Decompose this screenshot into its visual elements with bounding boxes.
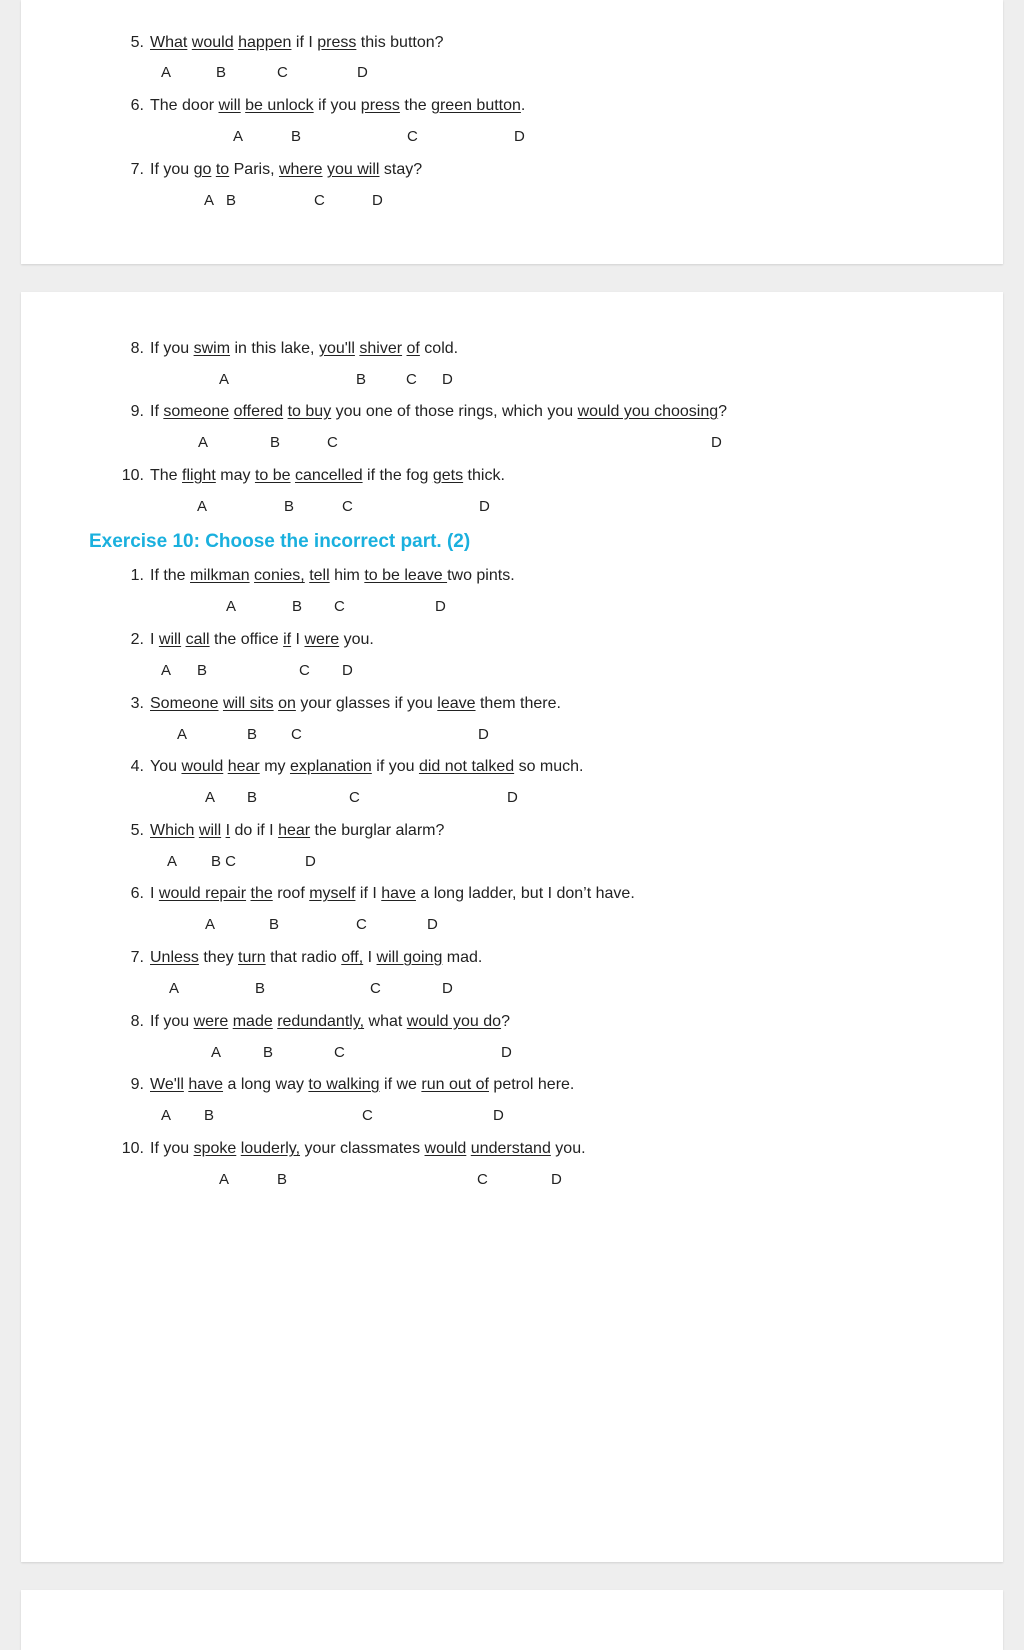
underlined-part: were bbox=[304, 631, 340, 648]
exercise-question-10 bbox=[116, 1139, 586, 1159]
text-part: stay? bbox=[379, 161, 423, 178]
option-letter: B bbox=[292, 598, 303, 615]
text-part: the bbox=[399, 97, 432, 114]
text-part: if I bbox=[355, 885, 382, 902]
option-letter: A bbox=[233, 128, 244, 145]
text-part: I bbox=[150, 631, 159, 648]
question-number: 4. bbox=[130, 758, 144, 775]
question-text bbox=[150, 161, 422, 178]
underlined-part: you will bbox=[327, 161, 380, 178]
underlined-part: go bbox=[193, 161, 212, 178]
option-letter: C bbox=[370, 980, 381, 997]
underlined-part: you'll bbox=[318, 340, 355, 357]
option-letter: D bbox=[479, 498, 490, 515]
underlined-part: to be bbox=[254, 467, 291, 484]
option-letter: C bbox=[314, 192, 325, 209]
option-letter: C bbox=[334, 1044, 345, 1061]
answer-options bbox=[21, 434, 1003, 452]
text-part: cold. bbox=[419, 340, 459, 357]
option-letter: D bbox=[442, 980, 453, 997]
text-part: if I bbox=[291, 34, 318, 51]
option-letter: B bbox=[269, 916, 280, 933]
underlined-part: happen bbox=[238, 34, 292, 51]
text-part: petrol here. bbox=[488, 1076, 575, 1093]
answer-options bbox=[21, 598, 1003, 616]
option-letter: C bbox=[291, 726, 302, 743]
underlined-part: explanation bbox=[289, 758, 372, 775]
underlined-part: conies, bbox=[254, 567, 305, 584]
option-letter: B bbox=[263, 1044, 274, 1061]
text-part: a long way bbox=[223, 1076, 309, 1093]
underlined-part: hear bbox=[278, 822, 311, 839]
text-part: I bbox=[363, 949, 377, 966]
question-number: 8. bbox=[130, 1013, 144, 1030]
question-number: 10. bbox=[121, 467, 144, 484]
document-page-1 bbox=[21, 0, 1003, 264]
option-letter: B bbox=[247, 789, 258, 806]
option-letter: D bbox=[427, 916, 438, 933]
option-letter: D bbox=[342, 662, 353, 679]
text-part: that radio bbox=[265, 949, 342, 966]
option-letter: D bbox=[501, 1044, 512, 1061]
text-part: your glasses if you bbox=[295, 695, 438, 712]
exercise-question-6 bbox=[116, 884, 635, 904]
answer-options bbox=[21, 371, 1003, 389]
text-part: if you bbox=[313, 97, 361, 114]
text-part: if the fog bbox=[362, 467, 433, 484]
document-page-2 bbox=[21, 292, 1003, 1562]
option-letter: B bbox=[270, 434, 281, 451]
answer-options bbox=[21, 1044, 1003, 1062]
text-part: mad. bbox=[442, 949, 483, 966]
option-letter: C bbox=[407, 128, 418, 145]
text-part: The door bbox=[150, 97, 219, 114]
option-letter: D bbox=[305, 853, 316, 870]
option-letter: B bbox=[216, 64, 227, 81]
underlined-part: hear bbox=[227, 758, 260, 775]
option-letter: B bbox=[284, 498, 295, 515]
question-5 bbox=[116, 33, 444, 53]
text-part: you. bbox=[339, 631, 374, 648]
text-part: you one of those rings, which you bbox=[331, 403, 578, 420]
underlined-part: would bbox=[181, 758, 224, 775]
question-number: 1. bbox=[130, 567, 144, 584]
question-text bbox=[150, 822, 444, 839]
underlined-part: if bbox=[283, 631, 292, 648]
text-part: this button? bbox=[356, 34, 444, 51]
underlined-part: will sits bbox=[222, 695, 274, 712]
question-number: 7. bbox=[130, 949, 144, 966]
question-text bbox=[150, 467, 505, 484]
answer-options bbox=[21, 1107, 1003, 1125]
exercise-question-7 bbox=[116, 948, 482, 968]
underlined-part: where bbox=[278, 161, 323, 178]
text-part: I bbox=[291, 631, 305, 648]
option-letter: A bbox=[177, 726, 188, 743]
underlined-part: tell bbox=[309, 567, 330, 584]
text-part: two pints. bbox=[447, 567, 515, 584]
text-part: my bbox=[259, 758, 290, 775]
text-part: may bbox=[215, 467, 255, 484]
text-part: if we bbox=[379, 1076, 422, 1093]
option-letter: C bbox=[327, 434, 338, 451]
question-number: 7. bbox=[130, 161, 144, 178]
option-letter: C bbox=[356, 916, 367, 933]
exercise-question-8 bbox=[116, 1012, 510, 1032]
document-page-3 bbox=[21, 1590, 1003, 1650]
text-part: the office bbox=[209, 631, 284, 648]
exercise-question-5 bbox=[116, 821, 444, 841]
exercise-question-1 bbox=[116, 566, 515, 586]
exercise-question-3 bbox=[116, 694, 561, 714]
underlined-part: were bbox=[193, 1013, 229, 1030]
question-10 bbox=[116, 466, 505, 486]
option-letter: B bbox=[291, 128, 302, 145]
underlined-part: of bbox=[406, 340, 420, 357]
underlined-part: to bbox=[215, 161, 230, 178]
text-part: so much. bbox=[514, 758, 584, 775]
underlined-part: understand bbox=[470, 1140, 551, 1157]
underlined-part: run out of bbox=[421, 1076, 489, 1093]
question-number: 3. bbox=[130, 695, 144, 712]
option-letter: D bbox=[514, 128, 525, 145]
text-part: the burglar alarm? bbox=[310, 822, 445, 839]
underlined-part: have bbox=[381, 885, 416, 902]
underlined-part: would repair bbox=[158, 885, 247, 902]
option-letter: A bbox=[197, 498, 208, 515]
underlined-part: would bbox=[191, 34, 234, 51]
underlined-part: offered bbox=[233, 403, 284, 420]
text-part: The bbox=[150, 467, 183, 484]
option-letter: A bbox=[161, 662, 172, 679]
option-letter: A bbox=[161, 64, 172, 81]
text-part: . bbox=[520, 97, 526, 114]
question-number: 9. bbox=[130, 403, 144, 420]
question-text bbox=[150, 1013, 510, 1030]
question-text bbox=[150, 949, 482, 966]
underlined-part: to buy bbox=[287, 403, 332, 420]
question-text bbox=[150, 34, 444, 51]
text-part: If you bbox=[150, 1140, 194, 1157]
answer-options bbox=[21, 192, 1003, 210]
underlined-part: I bbox=[225, 822, 231, 839]
underlined-part: made bbox=[232, 1013, 273, 1030]
option-letter: A bbox=[205, 789, 216, 806]
underlined-part: off, bbox=[341, 949, 364, 966]
answer-options bbox=[21, 853, 1003, 871]
option-letter: C bbox=[342, 498, 353, 515]
option-letter: D bbox=[711, 434, 722, 451]
underlined-part: What bbox=[150, 34, 188, 51]
underlined-part: gets bbox=[432, 467, 464, 484]
text-part: roof bbox=[272, 885, 310, 902]
option-letter: A bbox=[205, 916, 216, 933]
underlined-part: milkman bbox=[190, 567, 250, 584]
text-part: if you bbox=[371, 758, 419, 775]
question-text bbox=[150, 1140, 586, 1157]
underlined-part: turn bbox=[238, 949, 266, 966]
underlined-part: cancelled bbox=[294, 467, 363, 484]
underlined-part: shiver bbox=[359, 340, 403, 357]
question-number: 10. bbox=[121, 1140, 144, 1157]
text-part: them there. bbox=[475, 695, 561, 712]
underlined-part: Unless bbox=[150, 949, 199, 966]
underlined-part: Someone bbox=[150, 695, 219, 712]
question-text bbox=[150, 403, 727, 420]
question-number: 5. bbox=[130, 822, 144, 839]
underlined-part: press bbox=[317, 34, 357, 51]
option-letter: A bbox=[167, 853, 178, 870]
option-letter: B bbox=[277, 1171, 288, 1188]
option-letter: C bbox=[334, 598, 345, 615]
underlined-part: be unlock bbox=[245, 97, 314, 114]
answer-options bbox=[21, 662, 1003, 680]
option-letter: B bbox=[255, 980, 266, 997]
question-text bbox=[150, 695, 561, 712]
underlined-part: call bbox=[185, 631, 210, 648]
option-letter: A bbox=[211, 1044, 222, 1061]
answer-options bbox=[21, 789, 1003, 807]
underlined-part: will bbox=[218, 97, 241, 114]
option-letter: C bbox=[406, 371, 417, 388]
text-part: they bbox=[198, 949, 239, 966]
answer-options bbox=[21, 916, 1003, 934]
option-letter: A bbox=[219, 1171, 230, 1188]
option-letter: C bbox=[277, 64, 288, 81]
option-letter: A bbox=[204, 192, 215, 209]
question-text bbox=[150, 885, 635, 902]
underlined-part: spoke bbox=[193, 1140, 237, 1157]
exercise-10-heading: Exercise 10: Choose the incorrect part. (2) bbox=[89, 531, 471, 552]
text-part: If you bbox=[150, 340, 194, 357]
text-part: your classmates bbox=[300, 1140, 425, 1157]
option-letter: D bbox=[372, 192, 383, 209]
option-letter: C bbox=[349, 789, 360, 806]
underlined-part: swim bbox=[193, 340, 231, 357]
exercise-question-4 bbox=[116, 757, 584, 777]
option-letter: A bbox=[226, 598, 237, 615]
option-letter: C bbox=[299, 662, 310, 679]
answer-options bbox=[21, 64, 1003, 82]
text-part: in this lake, bbox=[230, 340, 319, 357]
underlined-part: will going bbox=[376, 949, 443, 966]
text-part: If you bbox=[150, 1013, 194, 1030]
text-part: what bbox=[364, 1013, 407, 1030]
question-text bbox=[150, 758, 584, 775]
question-number: 8. bbox=[130, 340, 144, 357]
option-letter: D bbox=[493, 1107, 504, 1124]
underlined-part: someone bbox=[163, 403, 230, 420]
underlined-part: would bbox=[424, 1140, 467, 1157]
option-letter: A bbox=[219, 371, 230, 388]
option-letter: B bbox=[226, 192, 237, 209]
option-letter: A bbox=[161, 1107, 172, 1124]
question-9 bbox=[116, 402, 727, 422]
answer-options bbox=[21, 498, 1003, 516]
exercise-question-9 bbox=[116, 1075, 574, 1095]
underlined-part: redundantly, bbox=[277, 1013, 365, 1030]
option-letter: B bbox=[247, 726, 258, 743]
underlined-part: did not talked bbox=[418, 758, 515, 775]
text-part: ? bbox=[718, 403, 728, 420]
question-number: 5. bbox=[130, 34, 144, 51]
option-letter: B bbox=[204, 1107, 215, 1124]
option-letter: D bbox=[551, 1171, 562, 1188]
question-text bbox=[150, 340, 458, 357]
answer-options bbox=[21, 980, 1003, 998]
underlined-part: to walking bbox=[308, 1076, 380, 1093]
underlined-part: green button bbox=[431, 97, 521, 114]
underlined-part: press bbox=[360, 97, 400, 114]
option-letter: B bbox=[197, 662, 208, 679]
question-8 bbox=[116, 339, 458, 359]
answer-options bbox=[21, 726, 1003, 744]
option-letter: A bbox=[169, 980, 180, 997]
text-part: I bbox=[150, 885, 159, 902]
question-number: 9. bbox=[130, 1076, 144, 1093]
option-letter: A bbox=[198, 434, 209, 451]
text-part: him bbox=[329, 567, 365, 584]
question-text bbox=[150, 631, 374, 648]
underlined-part: would you choosing bbox=[577, 403, 719, 420]
text-part: Paris, bbox=[229, 161, 279, 178]
text-part: ? bbox=[501, 1013, 510, 1030]
underlined-part: leave bbox=[437, 695, 476, 712]
question-text bbox=[150, 1076, 574, 1093]
text-part: If the bbox=[150, 567, 191, 584]
option-letter: B bbox=[356, 371, 367, 388]
text-part: If you bbox=[150, 161, 194, 178]
underlined-part: Which bbox=[150, 822, 195, 839]
underlined-part: will bbox=[198, 822, 222, 839]
question-6 bbox=[116, 96, 525, 116]
exercise-question-2 bbox=[116, 630, 374, 650]
underlined-part: on bbox=[278, 695, 296, 712]
underlined-part: will bbox=[158, 631, 182, 648]
underlined-part: We'll bbox=[150, 1076, 184, 1093]
text-part: do if I bbox=[230, 822, 279, 839]
question-text bbox=[150, 567, 515, 584]
question-number: 2. bbox=[130, 631, 144, 648]
answer-options bbox=[21, 1171, 1003, 1189]
text-part: thick. bbox=[463, 467, 505, 484]
text-part: you. bbox=[550, 1140, 586, 1157]
text-part: a long ladder, but I don’t have. bbox=[415, 885, 635, 902]
underlined-part: the bbox=[250, 885, 273, 902]
underlined-part: would you do bbox=[406, 1013, 502, 1030]
option-letter: D bbox=[435, 598, 446, 615]
text-part: You bbox=[150, 758, 182, 775]
underlined-part: have bbox=[188, 1076, 224, 1093]
underlined-part: myself bbox=[309, 885, 356, 902]
option-letter: B C bbox=[211, 853, 237, 870]
option-letter: C bbox=[477, 1171, 488, 1188]
answer-options bbox=[21, 128, 1003, 146]
underlined-part: louderly, bbox=[240, 1140, 301, 1157]
question-text bbox=[150, 97, 525, 114]
text-part: If bbox=[150, 403, 164, 420]
underlined-part: to be leave bbox=[364, 567, 448, 584]
underlined-part: flight bbox=[182, 467, 216, 484]
option-letter: D bbox=[478, 726, 489, 743]
option-letter: C bbox=[362, 1107, 373, 1124]
question-number: 6. bbox=[130, 97, 144, 114]
option-letter: D bbox=[507, 789, 518, 806]
option-letter: D bbox=[357, 64, 368, 81]
option-letter: D bbox=[442, 371, 453, 388]
question-number: 6. bbox=[130, 885, 144, 902]
question-7 bbox=[116, 160, 422, 180]
